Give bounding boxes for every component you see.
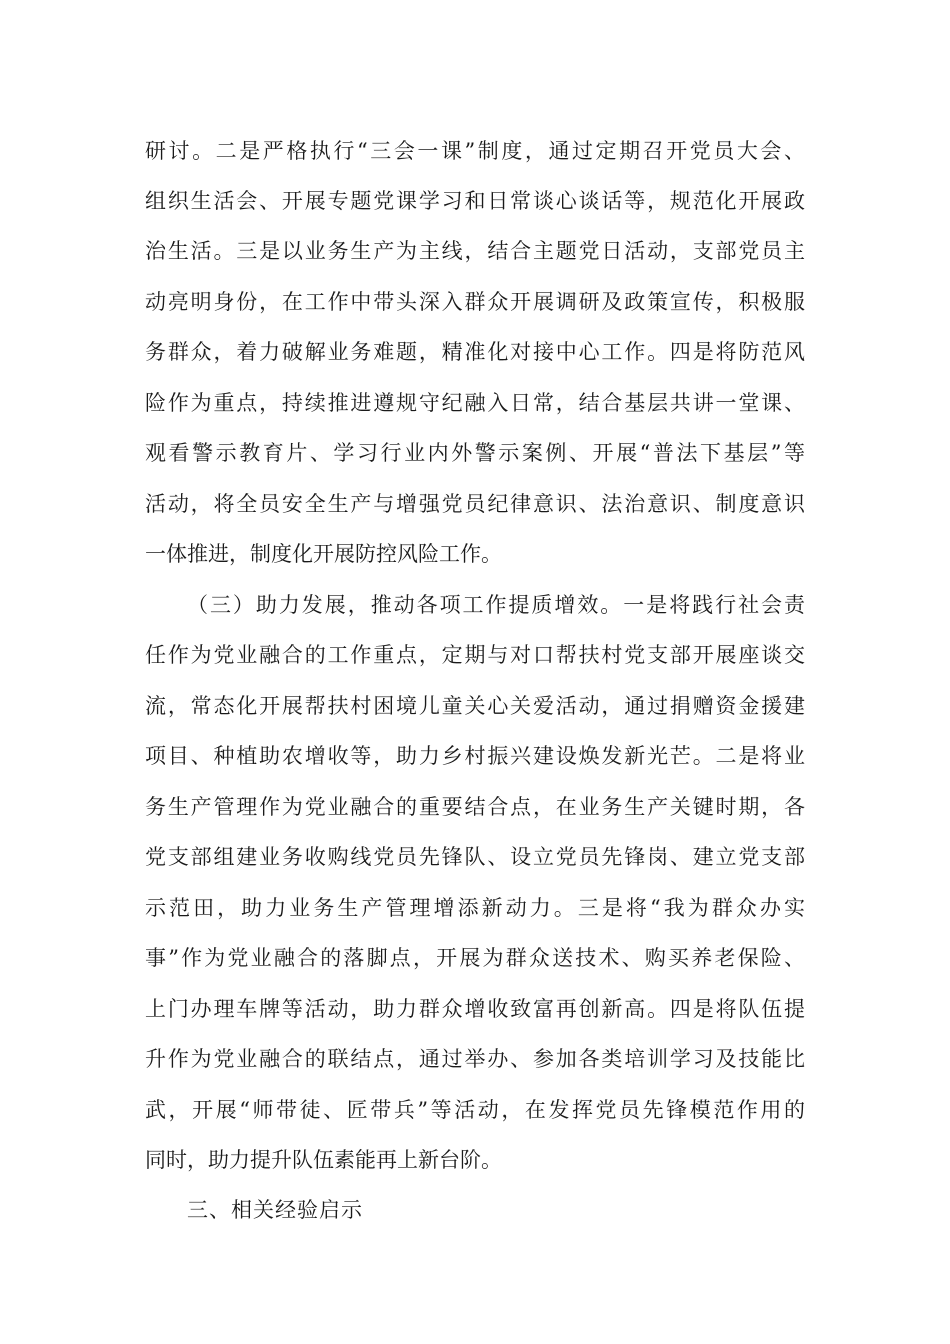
paragraph-1-line-7: 观看警示教育片、学习行业内外警示案例、开展“普法下基层”等 — [145, 441, 805, 465]
paragraph-2-line-10: 升作为党业融合的联结点，通过举办、参加各类培训学习及技能比 — [145, 1047, 805, 1071]
paragraph-2-line-11: 武，开展“师带徒、匠带兵”等活动，在发挥党员先锋模范作用的 — [145, 1098, 805, 1122]
section-heading: 三、相关经验启示 — [187, 1198, 363, 1222]
paragraph-2-line-2: 任作为党业融合的工作重点，定期与对口帮扶村党支部开展座谈交 — [145, 643, 805, 667]
paragraph-2-line-3: 流，常态化开展帮扶村困境儿童关心关爱活动，通过捐赠资金援建 — [145, 694, 805, 718]
paragraph-2-line-8: 事”作为党业融合的落脚点，开展为群众送技术、购买养老保险、 — [145, 946, 805, 970]
paragraph-1-line-5: 务群众，着力破解业务难题，精准化对接中心工作。四是将防范风 — [145, 340, 805, 364]
paragraph-1-line-6: 险作为重点，持续推进遵规守纪融入日常，结合基层共讲一堂课、 — [145, 391, 805, 415]
paragraph-2-line-12: 同时，助力提升队伍素能再上新台阶。 — [145, 1148, 502, 1172]
paragraph-1-line-9: 一体推进，制度化开展防控风险工作。 — [145, 542, 502, 566]
paragraph-1-line-1: 研讨。二是严格执行“三会一课”制度，通过定期召开党员大会、 — [145, 139, 805, 163]
paragraph-2-line-5: 务生产管理作为党业融合的重要结合点，在业务生产关键时期，各 — [145, 795, 805, 819]
paragraph-2-line-6: 党支部组建业务收购线党员先锋队、设立党员先锋岗、建立党支部 — [145, 845, 805, 869]
paragraph-1-line-8: 活动，将全员安全生产与增强党员纪律意识、法治意识、制度意识 — [145, 492, 805, 516]
paragraph-2-line-7: 示范田，助力业务生产管理增添新动力。三是将“我为群众办实 — [145, 896, 805, 920]
paragraph-2-line-1: （三）助力发展，推动各项工作提质增效。一是将践行社会责 — [187, 593, 805, 617]
paragraph-2-line-9: 上门办理车牌等活动，助力群众增收致富再创新高。四是将队伍提 — [145, 997, 805, 1021]
paragraph-1-line-4: 动亮明身份，在工作中带头深入群众开展调研及政策宣传，积极服 — [145, 290, 805, 314]
paragraph-1-line-2: 组织生活会、开展专题党课学习和日常谈心谈话等，规范化开展政 — [145, 189, 805, 213]
paragraph-2-line-4: 项目、种植助农增收等，助力乡村振兴建设焕发新光芒。二是将业 — [145, 744, 805, 768]
paragraph-1-line-3: 治生活。三是以业务生产为主线，结合主题党日活动，支部党员主 — [145, 239, 805, 263]
